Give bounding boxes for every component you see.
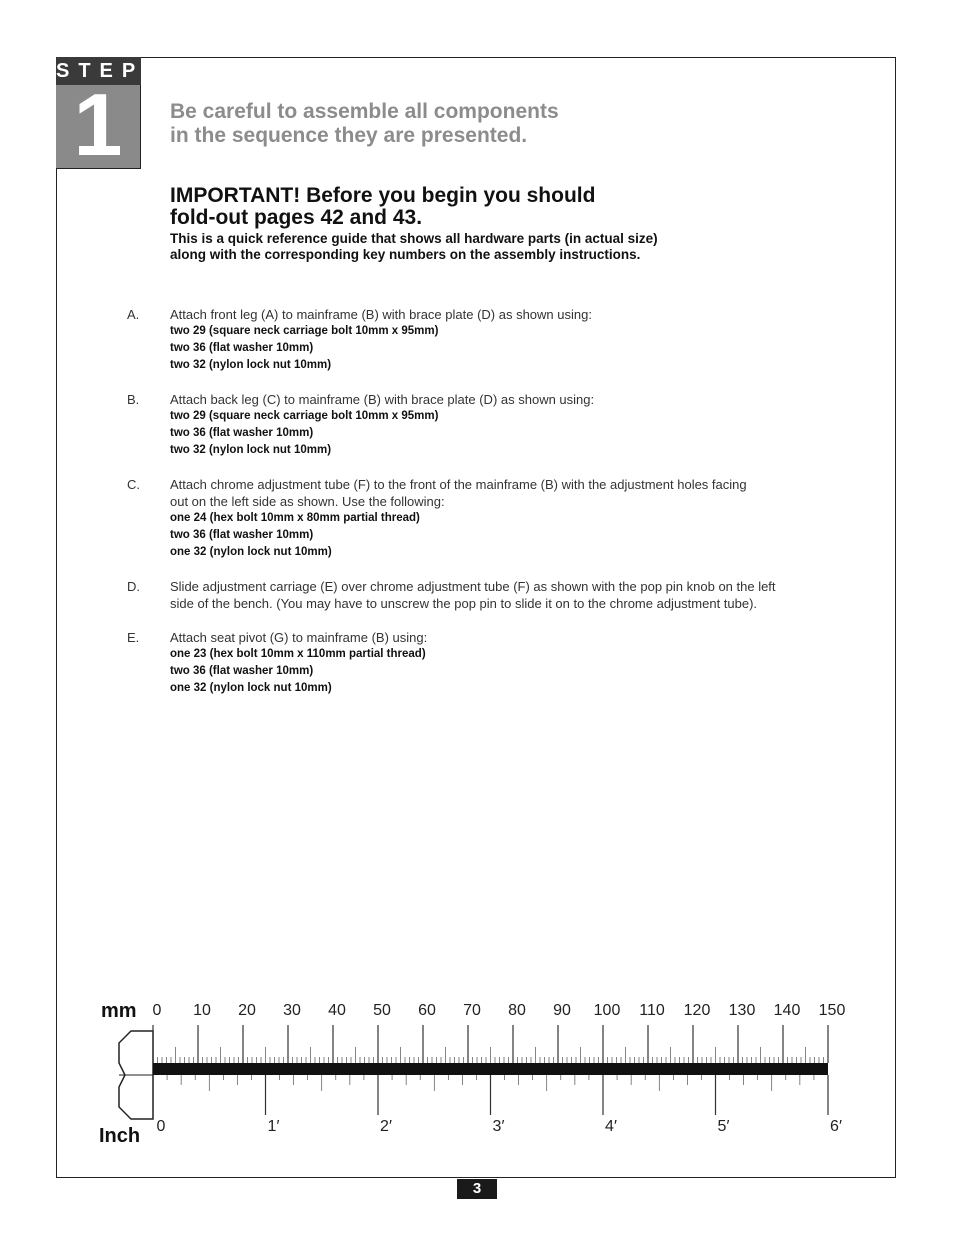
step-letter: B. [127,392,140,407]
intro-line-2: in the sequence they are presented. [170,124,528,147]
mm-tick-label: 70 [463,1002,481,1019]
mm-tick-label: 120 [683,1002,711,1019]
page-number: 3 [457,1179,497,1199]
important-note [170,231,830,263]
step-text: Attach seat pivot (G) to mainframe (B) using: [170,630,428,645]
mm-tick-label: 30 [283,1002,301,1019]
instruction-list [127,306,847,714]
step-number-box [56,75,141,174]
mm-tick-label: 40 [328,1002,346,1019]
inch-unit-label: Inch [99,1125,141,1147]
step-text-line-1: Slide adjustment carriage (E) over chrome adjustment tube (F) as shown with the pop pin knob on the left [170,579,776,594]
step-letter: E. [127,630,140,645]
hardware-item: two 32 (nylon lock nut 10mm) [170,444,332,456]
step-c [127,476,847,561]
mm-tick-label: 50 [373,1002,391,1019]
important-heading-line-1: IMPORTANT! Before you begin you should [170,184,596,207]
mm-unit-label: mm [101,1000,137,1022]
important-note-line-1: This is a quick reference guide that shows all hardware parts (in actual size) [170,231,658,246]
important-note-line-2: along with the corresponding key numbers on the assembly instructions. [170,247,641,262]
inch-tick-label: 2′ [380,1118,392,1135]
hardware-item: one 24 (hex bolt 10mm x 80mm partial thread) [170,512,420,524]
step-text-line-2: side of the bench. (You may have to unscrew the pop pin to slide it on to the chrome adjustment tube). [170,596,758,611]
mm-tick-label: 10 [193,1002,211,1019]
inch-tick-label: 5′ [717,1118,730,1135]
hardware-item: two 32 (nylon lock nut 10mm) [170,359,332,371]
mm-tick-label: 130 [728,1002,756,1019]
mm-tick-label: 20 [238,1002,256,1019]
step-number: 1 [73,75,123,174]
important-notice [170,185,830,263]
inch-tick-label: 1′ [267,1118,280,1135]
inch-tick-label: 6′ [830,1118,842,1135]
inch-tick-label: 0 [156,1118,166,1135]
step-d [127,578,847,612]
hardware-item: one 23 (hex bolt 10mm x 110mm partial thread) [170,648,426,660]
hardware-item: two 36 (flat washer 10mm) [170,342,314,354]
step-letter: C. [127,477,140,492]
hardware-item: two 29 (square neck carriage bolt 10mm x 95mm) [170,325,439,337]
step-text-line-1: Attach chrome adjustment tube (F) to the front of the mainframe (B) with the adjustment holes facing [170,477,747,492]
step-a [127,306,847,374]
intro-caution [170,100,770,148]
hardware-item: one 32 (nylon lock nut 10mm) [170,546,332,558]
step-b [127,391,847,459]
inch-tick-labels [157,1118,842,1135]
hardware-item: two 36 (flat washer 10mm) [170,529,314,541]
inch-tick-label: 4′ [605,1118,617,1135]
bolt-shaft [153,1063,828,1075]
hardware-item: two 29 (square neck carriage bolt 10mm x 95mm) [170,410,439,422]
step-text-line-2: out on the left side as shown. Use the following: [170,494,445,509]
mm-tick-marks [153,1025,828,1063]
important-heading-line-2: fold-out pages 42 and 43. [170,206,423,229]
hardware-item: one 32 (nylon lock nut 10mm) [170,682,332,694]
step-text: Attach front leg (A) to mainframe (B) with brace plate (D) as shown using: [170,307,592,322]
ruler-graphic [95,995,865,1155]
mm-tick-label: 100 [593,1002,621,1019]
hardware-item: two 36 (flat washer 10mm) [170,665,314,677]
mm-tick-label: 110 [639,1002,665,1019]
mm-tick-label: 80 [508,1002,526,1019]
measurement-ruler [95,995,865,1155]
mm-tick-label: 60 [418,1002,436,1019]
mm-tick-label: 0 [152,1002,162,1019]
step-letter: D. [127,579,140,594]
intro-line-1: Be careful to assemble all components [170,100,559,123]
inch-tick-marks [153,1075,828,1115]
step-e [127,629,847,697]
step-letter: A. [127,307,140,322]
hardware-item: two 36 (flat washer 10mm) [170,427,314,439]
inch-tick-label: 3′ [492,1118,505,1135]
mm-tick-labels [153,1002,846,1019]
mm-tick-label: 90 [553,1002,571,1019]
step-text: Attach back leg (C) to mainframe (B) with brace plate (D) as shown using: [170,392,595,407]
important-heading [170,185,830,229]
mm-tick-label: 140 [773,1002,801,1019]
step-label: STEP [56,57,141,85]
mm-tick-label: 150 [818,1002,846,1019]
